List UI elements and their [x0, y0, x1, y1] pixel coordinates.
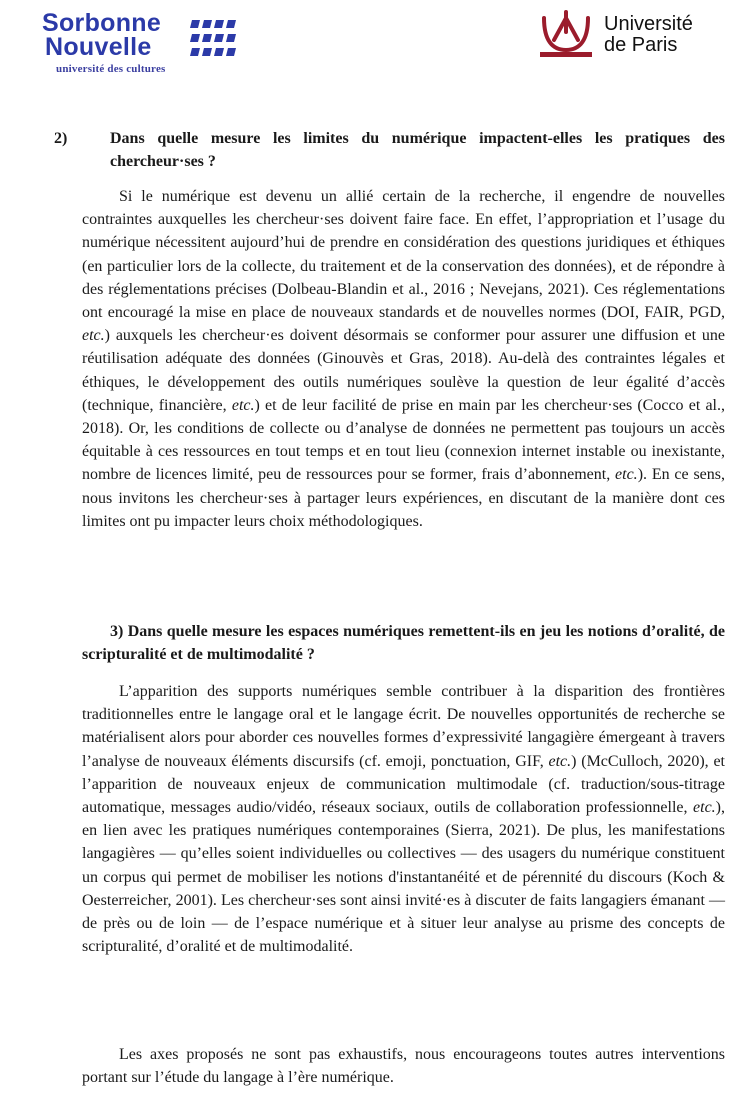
sorbonne-mark-icon	[190, 16, 236, 62]
universite-de-paris-wordmark	[604, 14, 693, 56]
sorbonne-logo-line2: Nouvelle	[45, 33, 152, 61]
section-2-body	[82, 185, 725, 533]
section-2-heading	[54, 127, 725, 173]
page-header	[0, 0, 750, 90]
section-3-heading	[82, 620, 725, 666]
section-3-title: Dans quelle mesure les espaces numériques remettent-ils en jeu les notions d’oralité, de scripturalité et de multimodalité ?	[82, 623, 726, 663]
section-2-title: Dans quelle mesure les limites du numérique impactent-elles les pratiques des chercheur·ses ?	[110, 130, 725, 170]
sorbonne-logo-line1: Sorbonne	[42, 9, 162, 37]
universite-de-paris-logo	[538, 10, 738, 70]
section-2-paragraph: Si le numérique est devenu un allié certain de la recherche, il engendre de nouvelles contraintes auxquelles les chercheur·ses doivent faire face. En effet, l’appropriation et l’usage du numérique nécessitent aujourd’hui de prendre en considération des questions juridiques et éthiques (en particulier lors de la collecte, du traitement et de la conservation des données), et de répondre à des réglementations précises (Dolbeau-Blandin et al., 2016 ; Nevejans, 2021). Ces réglementations ont encouragé la mise en place de nouveaux standards et de nouvelles normes (DOI, FAIR, PGD, etc.) auxquels les chercheur·es doivent désormais se conformer pour assurer une diffusion et une réutilisation adéquate des données (Ginouvès et Gras, 2018). Au-delà des contraintes légales et éthiques, le développement des outils numériques soulève la question de leur égalité d’accès (technique, financière, etc.) et de leur facilité de prise en main par les chercheur·ses (Cocco et al., 2018). Or, les conditions de collecte ou d’analyse de données ne permettent pas toujours un accès équitable à ces ressources en tout temps et en tout lieu (connexion internet instable ou inexistante, nombre de licences limité, peu de ressources pour se former, frais d’abonnement, etc.). En ce sens, nous invitons les chercheur·ses à partager leurs expériences, en discutant de la manière dont ces limites ont pu impacter leurs choix méthodologiques.	[82, 188, 726, 530]
sorbonne-nouvelle-logo	[42, 10, 272, 80]
paris-logo-line1: Université	[604, 13, 693, 35]
section-2-number: 2)	[54, 130, 68, 147]
closing-note	[82, 1043, 725, 1089]
section-3-body	[82, 680, 725, 958]
sorbonne-logo-subtitle: université des cultures	[56, 63, 166, 75]
universite-de-paris-emblem-icon	[538, 10, 594, 60]
closing-paragraph: Les axes proposés ne sont pas exhaustifs, nous encourageons toutes autres interventions portant sur l’étude du langage à l’ère numérique.	[82, 1046, 725, 1087]
paris-logo-line2: de Paris	[604, 34, 678, 56]
section-3-number: 3)	[110, 623, 124, 640]
section-3-paragraph: L’apparition des supports numériques semble contribuer à la disparition des frontières traditionnelles entre le langage oral et le langage écrit. De nouvelles opportunités de recherche se matérialisent alors pour aborder ces nouvelles formes d’expressivité langagière émergeant à travers l’analyse de nouveaux éléments discursifs (cf. emoji, ponctuation, GIF, etc.) (McCulloch, 2020), et l’apparition de nouveaux enjeux de communication multimodale (cf. traduction/sous-titrage automatique, messages audio/vidéo, réseaux sociaux, outils de collaboration professionnelle, etc.), en lien avec les pratiques numériques contemporaines (Sierra, 2021). De plus, les manifestations langagières — qu’elles soient individuelles ou collectives — des usagers du numérique constituent un corpus qui permet de mobiliser les notions d'instantanéité et de pérennité du discours (Koch & Oesterreicher, 2001). Les chercheur·ses sont ainsi invité·es à discuter de faits langagiers émanant — de près ou de loin — de l’espace numérique et à situer leur analyse au prisme des concepts de scripturalité, d’oralité et de multimodalité.	[82, 683, 725, 956]
